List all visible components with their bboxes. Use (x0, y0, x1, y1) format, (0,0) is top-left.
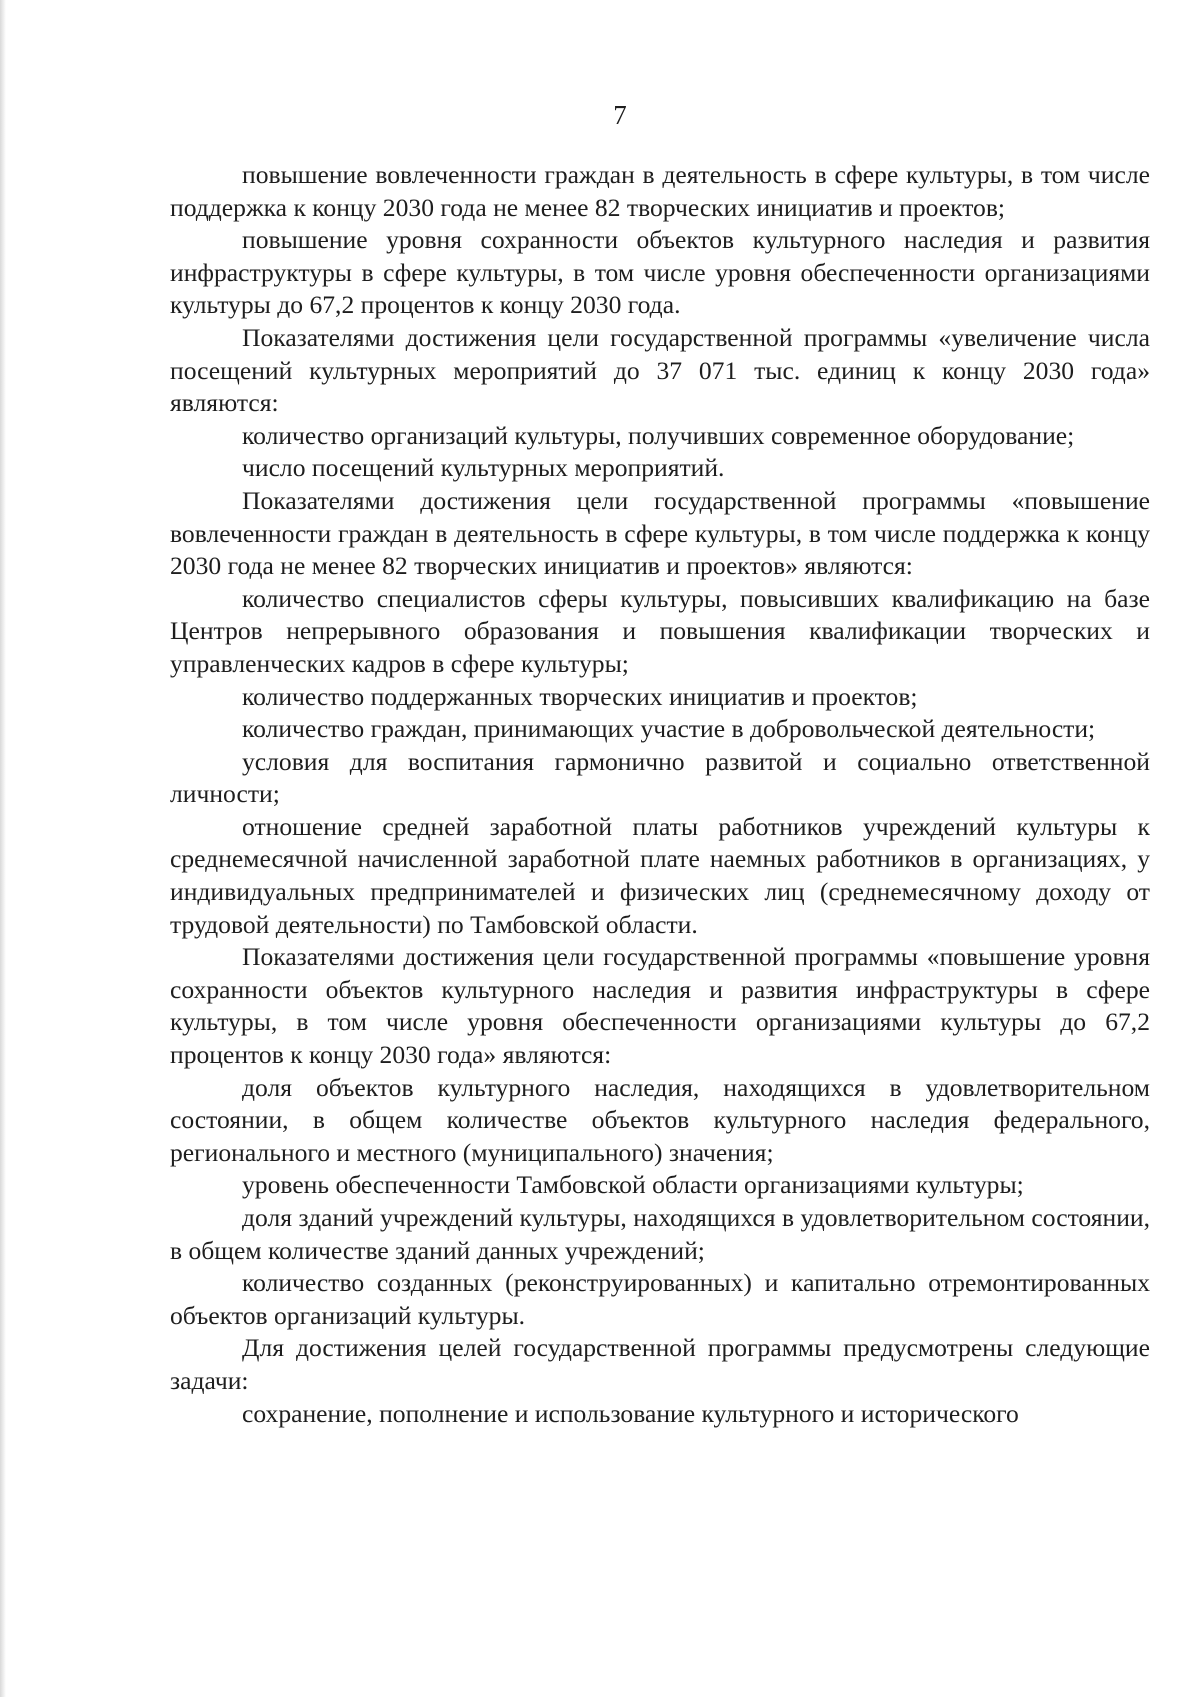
paragraph: уровень обеспеченности Тамбовской области организациями культуры; (242, 1170, 1024, 1200)
page-number: 7 (613, 100, 627, 130)
paragraph: Показателями достижения цели государственной программы «повышение вовлеченности граждан в деятельность в сфере культуры, в том числе поддержка к концу 2030 года не менее 82 творческих инициатив и проектов» являются: (170, 485, 1150, 581)
paragraph: сохранение, пополнение и использование культурного и исторического (242, 1398, 1019, 1428)
paragraph: доля объектов культурного наследия, находящихся в удовлетворительном состоянии, в общем количестве объектов культурного наследия федерального, регионального и местного (муниципального) значения; (170, 1072, 1150, 1167)
paragraph: повышение вовлеченности граждан в деятельность в сфере культуры, в том числе поддержка к концу 2030 года не менее 82 творческих инициатив и проектов; (170, 160, 1150, 222)
paragraph: число посещений культурных мероприятий. (242, 453, 725, 483)
paragraph: количество поддержанных творческих инициатив и проектов; (242, 681, 918, 711)
paragraph: Для достижения целей государственной программы предусмотрены следующие задачи: (170, 1333, 1150, 1395)
paragraph: количество организаций культуры, получивших современное оборудование; (242, 420, 1075, 450)
document-body (170, 159, 1150, 1430)
scan-edge-shadow (0, 0, 6, 1697)
paragraph: Показателями достижения цели государственной программы «повышение уровня сохранности объектов культурного наследия и развития инфраструктуры в сфере культуры, в том числе уровня обеспеченности организациями культуры до 67,2 процентов к концу 2030 года» являются: (170, 942, 1150, 1070)
paragraph: доля зданий учреждений культуры, находящихся в удовлетворительном состоянии, в общем количестве зданий данных учреждений; (170, 1203, 1150, 1265)
paragraph: повышение уровня сохранности объектов культурного наследия и развития инфраструктуры в сфере культуры, в том числе уровня обеспеченности организациями культуры до 67,2 процентов к концу 2030 года. (170, 225, 1150, 320)
paragraph: отношение средней заработной платы работников учреждений культуры к среднемесячной начисленной заработной плате наемных работников в организациях, у индивидуальных предпринимателей и физических лиц (среднемесячному доходу от трудовой деятельности) по Тамбовской области. (170, 811, 1150, 939)
paragraph: количество специалистов сферы культуры, повысивших квалификацию на базе Центров непрерывного образования и повышения квалификации творческих и управленческих кадров в сфере культуры; (170, 583, 1150, 678)
paragraph: Показателями достижения цели государственной программы «увеличение числа посещений культурных мероприятий до 37 071 тыс. единиц к концу 2030 года» являются: (170, 322, 1150, 418)
paragraph: количество граждан, принимающих участие в добровольческой деятельности; (242, 714, 1096, 744)
paragraph: условия для воспитания гармонично развитой и социально ответственной личности; (170, 746, 1150, 809)
paragraph: количество созданных (реконструированных) и капитально отремонтированных объектов организаций культуры. (170, 1268, 1150, 1330)
